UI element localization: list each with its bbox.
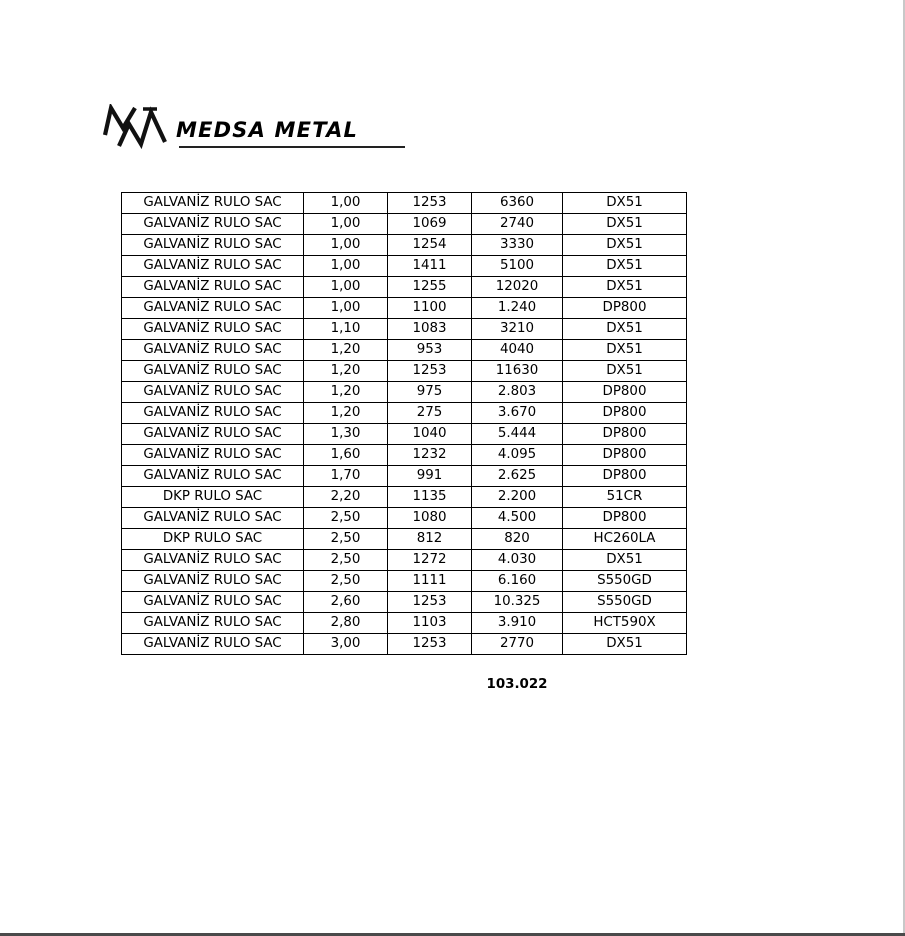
cell-width: 953 (388, 340, 472, 361)
cell-product: GALVANİZ RULO SAC (122, 256, 304, 277)
cell-weight: 2.625 (472, 466, 563, 487)
cell-grade: DP800 (563, 466, 687, 487)
cell-width: 975 (388, 382, 472, 403)
table-row (122, 319, 687, 340)
cell-width: 1411 (388, 256, 472, 277)
cell-product: GALVANİZ RULO SAC (122, 634, 304, 655)
cell-weight: 2.200 (472, 487, 563, 508)
table-row (122, 256, 687, 277)
cell-width: 1255 (388, 277, 472, 298)
stock-table (121, 192, 687, 655)
table-row (122, 277, 687, 298)
cell-width: 1080 (388, 508, 472, 529)
cell-weight: 5.444 (472, 424, 563, 445)
cell-grade: DX51 (563, 319, 687, 340)
cell-weight: 1.240 (472, 298, 563, 319)
table-row (122, 445, 687, 466)
cell-product: GALVANİZ RULO SAC (122, 340, 304, 361)
cell-grade: HCT590X (563, 613, 687, 634)
cell-grade: DP800 (563, 424, 687, 445)
table-row (122, 424, 687, 445)
table-row (122, 214, 687, 235)
cell-grade: DX51 (563, 550, 687, 571)
table-row (122, 403, 687, 424)
cell-width: 1253 (388, 592, 472, 613)
cell-weight: 4040 (472, 340, 563, 361)
cell-thickness: 1,20 (304, 382, 388, 403)
cell-grade: DX51 (563, 340, 687, 361)
cell-product: DKP RULO SAC (122, 529, 304, 550)
cell-weight: 6.160 (472, 571, 563, 592)
cell-thickness: 1,00 (304, 277, 388, 298)
brand-underline (179, 146, 405, 148)
cell-grade: DX51 (563, 256, 687, 277)
cell-thickness: 2,80 (304, 613, 388, 634)
cell-product: GALVANİZ RULO SAC (122, 403, 304, 424)
cell-grade: DP800 (563, 508, 687, 529)
cell-grade: DP800 (563, 403, 687, 424)
cell-product: GALVANİZ RULO SAC (122, 319, 304, 340)
cell-grade: HC260LA (563, 529, 687, 550)
cell-thickness: 1,20 (304, 403, 388, 424)
cell-width: 275 (388, 403, 472, 424)
cell-thickness: 2,50 (304, 571, 388, 592)
cell-weight: 10.325 (472, 592, 563, 613)
cell-weight: 4.500 (472, 508, 563, 529)
table-row (122, 529, 687, 550)
cell-thickness: 1,20 (304, 340, 388, 361)
stock-table-body (122, 193, 687, 655)
cell-weight: 2.803 (472, 382, 563, 403)
cell-width: 1103 (388, 613, 472, 634)
cell-product: GALVANİZ RULO SAC (122, 424, 304, 445)
brand-logo (103, 104, 413, 152)
cell-product: GALVANİZ RULO SAC (122, 382, 304, 403)
total-weight: 103.022 (486, 677, 548, 692)
cell-thickness: 2,60 (304, 592, 388, 613)
cell-width: 1253 (388, 193, 472, 214)
cell-product: GALVANİZ RULO SAC (122, 571, 304, 592)
table-row (122, 613, 687, 634)
cell-grade: S550GD (563, 571, 687, 592)
cell-grade: DP800 (563, 298, 687, 319)
cell-thickness: 2,50 (304, 550, 388, 571)
cell-product: GALVANİZ RULO SAC (122, 277, 304, 298)
cell-product: DKP RULO SAC (122, 487, 304, 508)
brand-name: MEDSA METAL (176, 118, 359, 142)
cell-product: GALVANİZ RULO SAC (122, 445, 304, 466)
medsa-mm-monogram-icon (103, 104, 167, 150)
cell-grade: DX51 (563, 193, 687, 214)
cell-weight: 3210 (472, 319, 563, 340)
cell-grade: DX51 (563, 235, 687, 256)
cell-width: 812 (388, 529, 472, 550)
cell-thickness: 1,00 (304, 214, 388, 235)
cell-product: GALVANİZ RULO SAC (122, 592, 304, 613)
cell-weight: 3330 (472, 235, 563, 256)
cell-grade: DX51 (563, 277, 687, 298)
cell-width: 1253 (388, 634, 472, 655)
cell-width: 1135 (388, 487, 472, 508)
cell-width: 1040 (388, 424, 472, 445)
cell-thickness: 1,30 (304, 424, 388, 445)
cell-grade: DX51 (563, 634, 687, 655)
cell-product: GALVANİZ RULO SAC (122, 193, 304, 214)
cell-product: GALVANİZ RULO SAC (122, 550, 304, 571)
cell-width: 1232 (388, 445, 472, 466)
cell-weight: 6360 (472, 193, 563, 214)
cell-product: GALVANİZ RULO SAC (122, 508, 304, 529)
cell-product: GALVANİZ RULO SAC (122, 466, 304, 487)
cell-weight: 4.030 (472, 550, 563, 571)
cell-product: GALVANİZ RULO SAC (122, 613, 304, 634)
cell-thickness: 1,00 (304, 235, 388, 256)
cell-grade: DX51 (563, 214, 687, 235)
cell-product: GALVANİZ RULO SAC (122, 298, 304, 319)
cell-thickness: 1,00 (304, 298, 388, 319)
cell-thickness: 1,00 (304, 256, 388, 277)
cell-weight: 12020 (472, 277, 563, 298)
cell-weight: 2740 (472, 214, 563, 235)
cell-width: 1254 (388, 235, 472, 256)
table-row (122, 340, 687, 361)
cell-width: 991 (388, 466, 472, 487)
cell-product: GALVANİZ RULO SAC (122, 235, 304, 256)
table-row (122, 592, 687, 613)
cell-grade: DX51 (563, 361, 687, 382)
table-row (122, 193, 687, 214)
cell-thickness: 3,00 (304, 634, 388, 655)
cell-grade: DP800 (563, 382, 687, 403)
cell-thickness: 2,50 (304, 529, 388, 550)
cell-thickness: 1,60 (304, 445, 388, 466)
cell-weight: 5100 (472, 256, 563, 277)
table-row (122, 382, 687, 403)
table-row (122, 634, 687, 655)
cell-weight: 2770 (472, 634, 563, 655)
table-row (122, 235, 687, 256)
cell-grade: 51CR (563, 487, 687, 508)
table-row (122, 466, 687, 487)
cell-thickness: 1,20 (304, 361, 388, 382)
table-row (122, 298, 687, 319)
cell-width: 1069 (388, 214, 472, 235)
cell-weight: 4.095 (472, 445, 563, 466)
table-row (122, 571, 687, 592)
cell-product: GALVANİZ RULO SAC (122, 214, 304, 235)
table-row (122, 550, 687, 571)
cell-width: 1083 (388, 319, 472, 340)
cell-width: 1111 (388, 571, 472, 592)
cell-thickness: 1,70 (304, 466, 388, 487)
table-row (122, 361, 687, 382)
cell-thickness: 1,00 (304, 193, 388, 214)
cell-weight: 3.670 (472, 403, 563, 424)
cell-width: 1272 (388, 550, 472, 571)
table-row (122, 508, 687, 529)
cell-weight: 11630 (472, 361, 563, 382)
cell-weight: 820 (472, 529, 563, 550)
cell-width: 1100 (388, 298, 472, 319)
cell-grade: DP800 (563, 445, 687, 466)
cell-product: GALVANİZ RULO SAC (122, 361, 304, 382)
cell-thickness: 1,10 (304, 319, 388, 340)
cell-weight: 3.910 (472, 613, 563, 634)
cell-width: 1253 (388, 361, 472, 382)
cell-thickness: 2,50 (304, 508, 388, 529)
table-row (122, 487, 687, 508)
cell-grade: S550GD (563, 592, 687, 613)
cell-thickness: 2,20 (304, 487, 388, 508)
